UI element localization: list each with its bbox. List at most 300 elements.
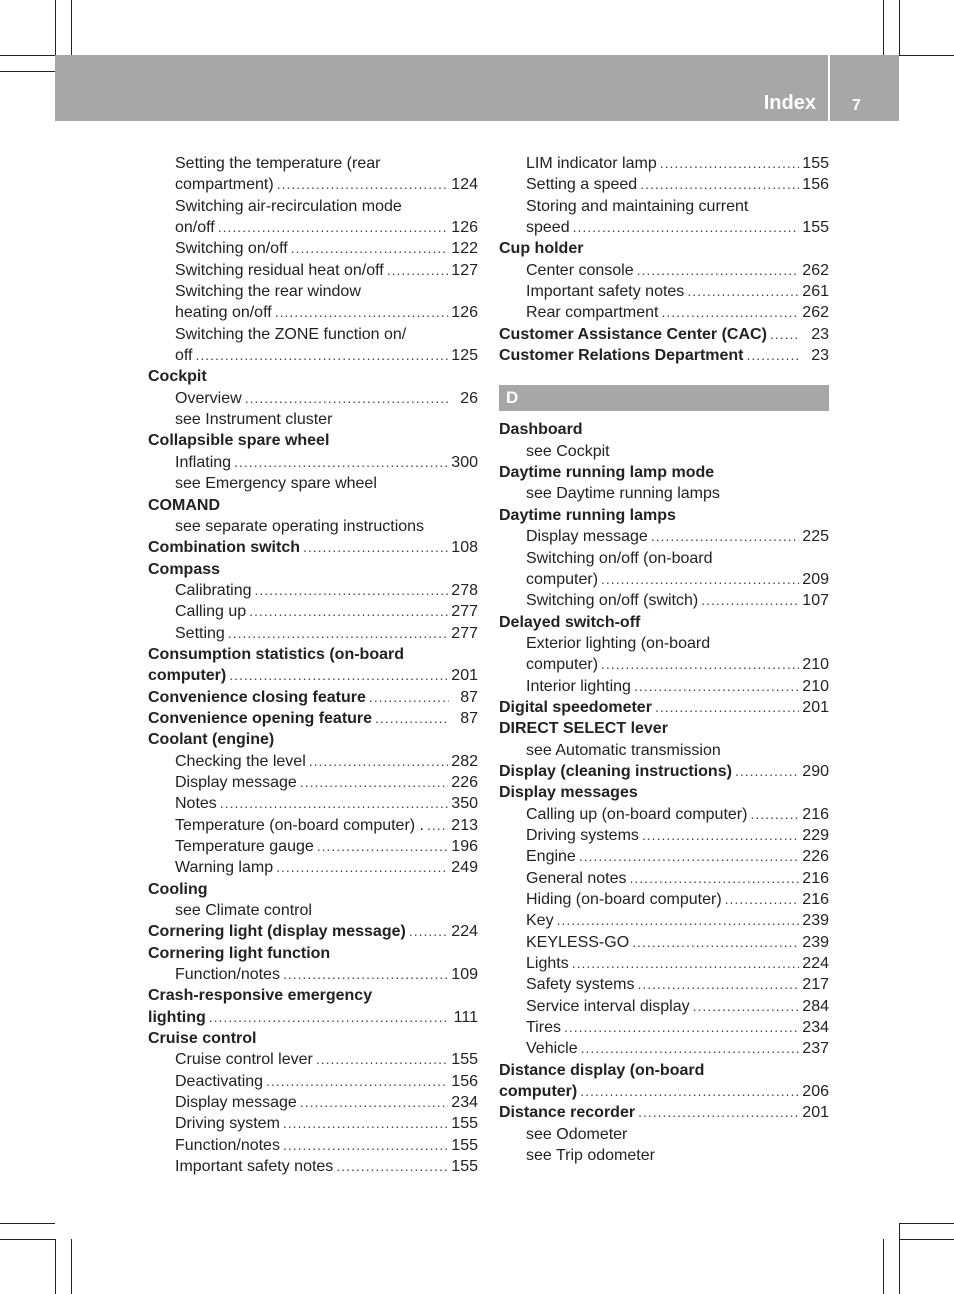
index-entry-heading xyxy=(148,985,478,1006)
entry-text: Consumption statistics (on-board xyxy=(148,645,404,663)
entry-text: Distance display (on-board xyxy=(499,1061,705,1079)
entry-text: Cornering light function xyxy=(148,944,331,962)
dot-leader xyxy=(662,302,800,323)
index-entry-sub xyxy=(148,302,478,323)
entry-text: General notes xyxy=(526,869,627,887)
dot-leader xyxy=(249,601,448,622)
entry-text: Setting xyxy=(175,624,225,642)
index-entry-heading xyxy=(148,495,478,516)
index-entry-sub xyxy=(148,772,478,793)
index-entry-sub xyxy=(499,654,829,675)
entry-text: Important safety notes xyxy=(175,1158,334,1176)
dot-leader xyxy=(369,687,449,708)
entry-page-number: 196 xyxy=(451,838,478,855)
crop-mark xyxy=(0,1223,55,1224)
dot-leader xyxy=(601,654,799,675)
entry-text: off xyxy=(175,347,193,365)
dot-leader xyxy=(316,1049,448,1070)
crop-mark xyxy=(0,71,55,72)
dot-leader xyxy=(409,921,448,942)
entry-page-number: 206 xyxy=(802,1083,829,1101)
dot-leader xyxy=(693,996,800,1017)
entry-text: see Odometer xyxy=(526,1125,628,1143)
entry-text: Safety systems xyxy=(526,976,635,994)
entry-text: COMAND xyxy=(148,496,220,514)
entry-page-number: 201 xyxy=(802,698,829,716)
index-entry-sub xyxy=(148,1071,478,1092)
dot-leader xyxy=(283,964,448,985)
entry-text: Rear compartment xyxy=(526,304,659,322)
entry-text: Calling up (on-board computer) xyxy=(526,805,748,823)
entry-text: Calibrating xyxy=(175,581,252,599)
entry-text: Switching air-recirculation mode xyxy=(175,197,402,215)
index-entry-heading xyxy=(499,761,829,782)
index-entry-sub xyxy=(499,196,829,217)
dot-leader xyxy=(317,836,449,857)
section-letter-bar: D xyxy=(499,385,829,411)
entry-page-number: 125 xyxy=(451,347,478,365)
index-entry-sub xyxy=(499,1038,829,1059)
dot-leader xyxy=(291,238,449,259)
entry-page-number: 210 xyxy=(802,656,829,674)
entry-page-number: 155 xyxy=(451,1051,478,1069)
entry-text: Lights xyxy=(526,955,569,973)
index-entry-heading xyxy=(148,366,478,387)
entry-page-number: 226 xyxy=(451,773,478,791)
entry-page-number: 127 xyxy=(451,261,478,279)
dot-leader xyxy=(228,623,448,644)
entry-text: Switching the rear window xyxy=(175,283,361,301)
index-entry-sub xyxy=(499,526,829,547)
dot-leader xyxy=(642,825,799,846)
section-spacer xyxy=(499,366,829,376)
page-number-box xyxy=(830,55,899,121)
dot-leader xyxy=(655,697,799,718)
dot-leader xyxy=(640,174,799,195)
dot-leader xyxy=(637,260,800,281)
index-entry-heading xyxy=(499,419,829,440)
index-entry-sub xyxy=(148,601,478,622)
entry-text: Calling up xyxy=(175,603,247,621)
entry-page-number: 262 xyxy=(802,261,829,279)
dot-leader xyxy=(580,1081,799,1102)
index-entry-sub xyxy=(499,868,829,889)
entry-text: Cruise control xyxy=(148,1030,257,1048)
index-entry-sub xyxy=(499,633,829,654)
entry-page-number: 237 xyxy=(802,1040,829,1058)
entry-text: see Daytime running lamps xyxy=(526,485,720,503)
entry-text: Temperature gauge xyxy=(175,838,314,855)
entry-page-number: 155 xyxy=(802,155,829,172)
entry-page-number: 234 xyxy=(451,1094,478,1112)
dot-leader xyxy=(196,345,449,366)
entry-text: Key xyxy=(526,912,554,930)
crop-mark xyxy=(55,1239,56,1294)
entry-text: Display message xyxy=(175,1094,297,1112)
entry-page-number: 277 xyxy=(451,603,478,621)
entry-page-number: 87 xyxy=(460,688,478,706)
dot-leader xyxy=(687,281,799,302)
index-entry-sub xyxy=(148,1092,478,1113)
entry-text: Checking the level xyxy=(175,752,306,770)
entry-page-number: 261 xyxy=(802,283,829,301)
index-entry-sub xyxy=(148,1135,478,1156)
entry-page-number: 201 xyxy=(802,1104,829,1122)
index-entry-heading xyxy=(148,537,478,558)
crop-mark xyxy=(55,0,56,55)
entry-text: Daytime running lamps xyxy=(499,506,676,524)
index-entry-heading xyxy=(499,324,829,345)
entry-text: Compass xyxy=(148,560,221,578)
entry-text: Daytime running lamp mode xyxy=(499,464,715,482)
dot-leader xyxy=(234,452,448,473)
entry-text: Display message xyxy=(526,528,648,546)
index-entry-sub xyxy=(499,889,829,910)
entry-text: LIM indicator lamp xyxy=(526,155,657,172)
dot-leader xyxy=(701,590,799,611)
entry-page-number: 216 xyxy=(802,891,829,908)
entry-text: Switching on/off (switch) xyxy=(526,592,699,610)
dot-leader xyxy=(220,793,449,814)
crop-mark xyxy=(0,1239,55,1240)
index-entry-heading xyxy=(148,644,478,665)
index-entry-sub xyxy=(499,441,829,462)
dot-leader xyxy=(283,1113,448,1134)
entry-text: Crash-responsive emergency xyxy=(148,987,373,1005)
dot-leader xyxy=(725,889,800,910)
entry-text: Switching on/off (on-board xyxy=(526,549,713,567)
entry-text: see Trip odometer xyxy=(526,1147,655,1165)
entry-page-number: 155 xyxy=(451,1115,478,1133)
entry-text: Dashboard xyxy=(499,421,583,439)
index-column-right xyxy=(499,153,829,1166)
entry-text: Digital speedometer xyxy=(499,698,652,716)
entry-page-number: 213 xyxy=(451,816,478,834)
entry-page-number: 87 xyxy=(460,709,478,727)
index-entry-heading xyxy=(499,462,829,483)
index-entry-sub xyxy=(499,281,829,302)
entry-text: see Instrument cluster xyxy=(175,411,333,429)
page-number: 7 xyxy=(852,97,861,114)
dot-leader xyxy=(277,174,449,195)
entry-page-number: 109 xyxy=(451,966,478,984)
entry-page-number: 282 xyxy=(451,752,478,770)
index-entry-sub xyxy=(499,910,829,931)
entry-text: Important safety notes xyxy=(526,283,685,301)
index-entry-sub xyxy=(499,974,829,995)
index-entry-sub xyxy=(148,793,478,814)
entry-text: heating on/off xyxy=(175,304,272,322)
index-entry-sub xyxy=(148,815,478,836)
entry-text: Customer Assistance Center (CAC) xyxy=(499,325,767,343)
entry-page-number: 229 xyxy=(802,826,829,844)
index-entry-heading xyxy=(499,1102,829,1123)
entry-page-number: 262 xyxy=(802,304,829,322)
entry-text: Setting the temperature (rear xyxy=(175,155,381,172)
entry-text: see separate operating instructions xyxy=(175,517,425,535)
index-entry-sub xyxy=(148,516,478,537)
entry-text: Coolant (engine) xyxy=(148,731,275,749)
dot-leader xyxy=(254,580,448,601)
entry-text: Function/notes xyxy=(175,1136,280,1154)
dot-leader xyxy=(651,526,799,547)
index-entry-heading xyxy=(148,943,478,964)
entry-text: Collapsible spare wheel xyxy=(148,432,330,450)
index-entry-sub xyxy=(499,153,829,174)
index-entry-sub xyxy=(148,217,478,238)
index-column-left xyxy=(148,153,478,1178)
index-entry-heading xyxy=(499,782,829,803)
entry-text: Customer Relations Department xyxy=(499,347,744,365)
index-entry-heading xyxy=(148,559,478,580)
entry-page-number: 156 xyxy=(802,176,829,194)
entry-page-number: 23 xyxy=(811,347,829,365)
dot-leader xyxy=(638,1102,799,1123)
index-entry-sub xyxy=(148,857,478,878)
index-entry-heading xyxy=(148,430,478,451)
entry-text: Driving system xyxy=(175,1115,280,1133)
entry-text: Tires xyxy=(526,1019,561,1037)
entry-text: computer) xyxy=(526,656,599,674)
index-entry-sub xyxy=(148,900,478,921)
index-entry-heading xyxy=(499,697,829,718)
crop-mark xyxy=(899,1223,954,1224)
entry-page-number: 111 xyxy=(453,1008,478,1026)
index-entry-sub xyxy=(499,676,829,697)
entry-page-number: 155 xyxy=(451,1158,478,1176)
index-entry-heading xyxy=(148,1028,478,1049)
index-entry-heading xyxy=(148,879,478,900)
entry-text: computer) xyxy=(499,1083,578,1101)
dot-leader xyxy=(266,1071,448,1092)
index-entry-sub xyxy=(148,324,478,345)
index-entry-sub xyxy=(499,302,829,323)
dot-leader xyxy=(634,676,799,697)
dot-leader xyxy=(245,388,449,409)
entry-text: Distance recorder xyxy=(499,1104,636,1122)
entry-page-number: 284 xyxy=(802,997,829,1015)
entry-text: Switching on/off xyxy=(175,240,288,258)
crop-mark xyxy=(899,1223,900,1294)
entry-text: Inflating xyxy=(175,453,232,471)
entry-text: Setting a speed xyxy=(526,176,638,194)
index-entry-sub xyxy=(499,590,829,611)
dot-leader xyxy=(229,665,448,686)
index-entry-sub xyxy=(499,548,829,569)
entry-text: Storing and maintaining current xyxy=(526,197,749,215)
entry-page-number: 239 xyxy=(802,912,829,930)
entry-text: Exterior lighting (on-board xyxy=(526,634,711,652)
dot-leader xyxy=(770,324,800,345)
entry-page-number: 26 xyxy=(460,389,478,407)
entry-text: Display messages xyxy=(499,784,638,802)
entry-page-number: 225 xyxy=(802,528,829,546)
entry-text: see Climate control xyxy=(175,902,312,920)
dot-leader xyxy=(581,1038,800,1059)
entry-text: Convenience opening feature xyxy=(148,709,373,727)
index-entry-sub xyxy=(499,260,829,281)
dot-leader xyxy=(579,846,799,867)
index-entry-sub xyxy=(499,483,829,504)
index-entry-sub xyxy=(499,1145,829,1166)
crop-mark xyxy=(71,0,72,55)
page-title: Index xyxy=(763,92,816,114)
index-entry-sub xyxy=(499,1124,829,1145)
entry-text: compartment) xyxy=(175,176,274,194)
entry-page-number: 300 xyxy=(451,453,478,471)
index-entry-sub xyxy=(499,932,829,953)
entry-text: Cruise control lever xyxy=(175,1051,313,1069)
entry-text: Display message xyxy=(175,773,297,791)
index-entry-sub xyxy=(499,740,829,761)
header-bar xyxy=(55,55,828,121)
dot-leader xyxy=(735,761,799,782)
entry-text: Cooling xyxy=(148,880,208,898)
index-entry-sub xyxy=(148,836,478,857)
entry-text: Interior lighting xyxy=(526,677,631,695)
dot-leader xyxy=(300,772,448,793)
entry-page-number: 124 xyxy=(451,176,478,194)
entry-page-number: 122 xyxy=(451,240,478,258)
index-entry-sub xyxy=(499,825,829,846)
index-entry-sub xyxy=(148,260,478,281)
entry-text: lighting xyxy=(148,1008,206,1026)
index-entry-sub xyxy=(148,174,478,195)
index-entry-sub xyxy=(148,238,478,259)
index-entry-sub xyxy=(148,1113,478,1134)
entry-page-number: 350 xyxy=(451,795,478,813)
entry-text: Function/notes xyxy=(175,966,280,984)
entry-text: computer) xyxy=(148,667,227,685)
entry-text: Deactivating xyxy=(175,1072,264,1090)
dot-leader xyxy=(747,345,801,366)
entry-page-number: 216 xyxy=(802,805,829,823)
entry-text: Switching residual heat on/off xyxy=(175,261,384,279)
index-entry-sub xyxy=(148,1156,478,1177)
entry-page-number: 23 xyxy=(811,325,829,343)
entry-text: DIRECT SELECT lever xyxy=(499,720,668,738)
crop-mark xyxy=(899,55,954,56)
dot-leader xyxy=(630,868,800,889)
entry-page-number: 224 xyxy=(802,955,829,973)
entry-text: Engine xyxy=(526,848,576,866)
entry-text: Switching the ZONE function on/ xyxy=(175,325,407,343)
index-entry-sub xyxy=(148,153,478,174)
index-entry-sub xyxy=(499,846,829,867)
dot-leader xyxy=(573,217,800,238)
entry-text: Display (cleaning instructions) xyxy=(499,762,732,780)
entry-page-number: 249 xyxy=(451,859,478,877)
index-entry-sub xyxy=(148,452,478,473)
index-entry-heading xyxy=(499,1060,829,1081)
index-entry-sub xyxy=(148,623,478,644)
index-entry-heading xyxy=(148,665,478,686)
entry-page-number: 210 xyxy=(802,677,829,695)
entry-text: Overview xyxy=(175,389,242,407)
dot-leader xyxy=(750,804,799,825)
index-entry-heading xyxy=(499,718,829,739)
index-entry-sub xyxy=(499,217,829,238)
index-entry-sub xyxy=(148,751,478,772)
index-entry-heading xyxy=(499,612,829,633)
entry-page-number: 108 xyxy=(451,539,478,557)
index-entry-sub xyxy=(499,953,829,974)
entry-text: Notes xyxy=(175,795,217,813)
entry-text: see Cockpit xyxy=(526,442,610,460)
dot-leader xyxy=(427,815,448,836)
dot-leader xyxy=(283,1135,448,1156)
entry-page-number: 155 xyxy=(802,219,829,237)
entry-text: Cup holder xyxy=(499,240,584,258)
index-entry-heading xyxy=(148,708,478,729)
index-entry-sub xyxy=(499,804,829,825)
index-entry-heading xyxy=(148,687,478,708)
dot-leader xyxy=(375,708,449,729)
index-entry-sub xyxy=(148,388,478,409)
entry-page-number: 107 xyxy=(802,592,829,610)
entry-text: KEYLESS-GO xyxy=(526,933,630,951)
dot-leader xyxy=(387,260,449,281)
entry-text: Hiding (on-board computer) xyxy=(526,891,722,908)
index-entry-sub xyxy=(499,996,829,1017)
dot-leader xyxy=(557,910,800,931)
dot-leader xyxy=(564,1017,799,1038)
crop-mark xyxy=(883,1239,884,1294)
dot-leader xyxy=(336,1156,448,1177)
dot-leader xyxy=(632,932,799,953)
crop-mark xyxy=(899,0,900,55)
entry-text: see Emergency spare wheel xyxy=(175,475,377,493)
entry-page-number: 217 xyxy=(802,976,829,994)
dot-leader xyxy=(300,1092,448,1113)
index-entry-sub xyxy=(499,174,829,195)
dot-leader xyxy=(276,857,448,878)
entry-text: Cockpit xyxy=(148,368,207,386)
entry-page-number: 277 xyxy=(451,624,478,642)
entry-text: Delayed switch-off xyxy=(499,613,641,631)
entry-text: Convenience closing feature xyxy=(148,688,366,706)
entry-page-number: 126 xyxy=(451,304,478,322)
index-entry-sub xyxy=(148,1049,478,1070)
dot-leader xyxy=(275,302,449,323)
dot-leader xyxy=(572,953,800,974)
entry-text: Vehicle xyxy=(526,1040,578,1058)
dot-leader xyxy=(660,153,800,174)
index-entry-heading xyxy=(148,729,478,750)
index-entry-sub xyxy=(499,1017,829,1038)
crop-mark xyxy=(883,0,884,55)
entry-page-number: 126 xyxy=(451,219,478,237)
entry-text: Driving systems xyxy=(526,826,639,844)
index-entry-heading xyxy=(148,921,478,942)
entry-page-number: 224 xyxy=(451,923,478,941)
entry-text: Service interval display xyxy=(526,997,690,1015)
dot-leader xyxy=(303,537,448,558)
entry-text: computer) xyxy=(526,570,599,588)
entry-text: see Automatic transmission xyxy=(526,741,721,759)
entry-text: Warning lamp xyxy=(175,859,274,877)
entry-page-number: 234 xyxy=(802,1019,829,1037)
index-entry-heading xyxy=(499,1081,829,1102)
index-entry-heading xyxy=(499,238,829,259)
dot-leader xyxy=(218,217,449,238)
crop-mark xyxy=(899,1239,954,1240)
index-entry-sub xyxy=(148,580,478,601)
entry-page-number: 201 xyxy=(451,667,478,685)
index-entry-sub xyxy=(148,473,478,494)
crop-mark xyxy=(71,1239,72,1294)
index-entry-sub xyxy=(148,409,478,430)
